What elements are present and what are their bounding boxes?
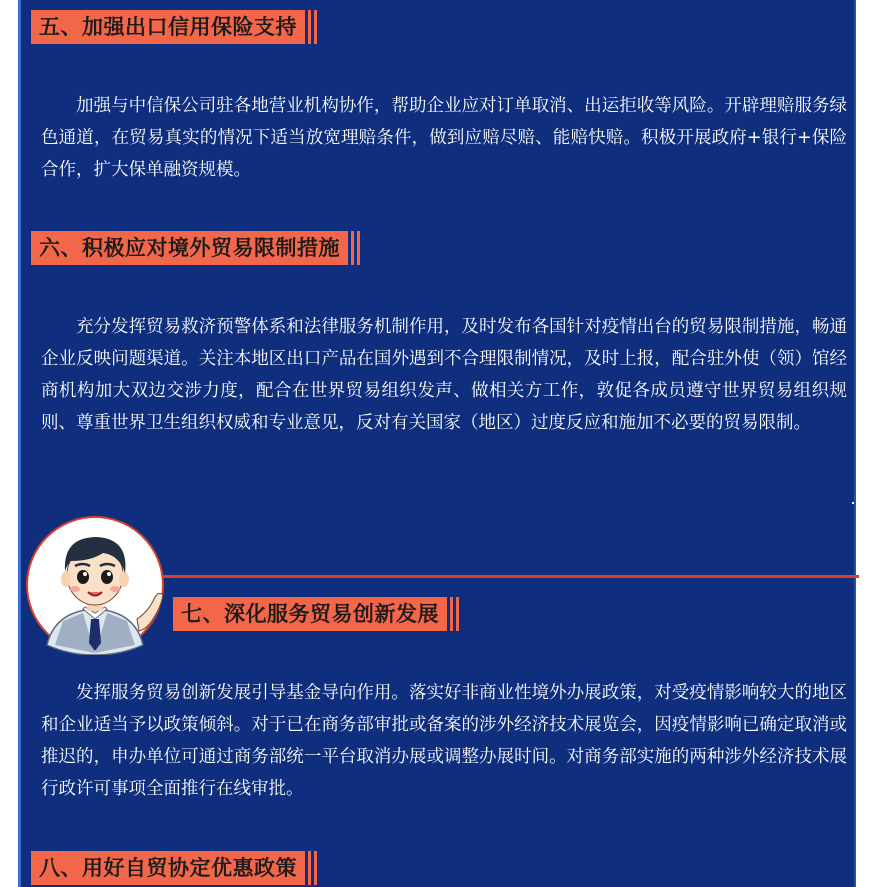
section-6-paragraph: 充分发挥贸易救济预警体系和法律服务机制作用，及时发布各国针对疫情出台的贸易限制措施，畅通企业反映问题渠道。关注本地区出口产品在国外遇到不合理限制情况，及时上报，配合驻外使（领）馆经商机构加大双边交涉力度，配合在世界贸易组织发声、做相关方工作，敦促各成员遵守世界贸易组织规则、尊重世界卫生组织权威和专业意见，反对有关国家（地区）过度反应和施加不必要的贸易限制。 (41, 317, 847, 433)
section-heading-5 (31, 10, 317, 44)
heading-accent-bar (351, 231, 354, 265)
section-heading-6 (31, 231, 360, 265)
content-panel (18, 0, 856, 887)
heading-accent-bar (450, 597, 453, 631)
heading-accent-bar (456, 597, 459, 631)
section-heading-8-label: 八、用好自贸协定优惠政策 (31, 851, 305, 885)
heading-accent-bar (308, 10, 311, 44)
heading-accent-bar (314, 851, 317, 885)
stray-dot (852, 502, 854, 504)
heading-accent-bar (357, 231, 360, 265)
section-divider-line (141, 575, 859, 578)
section-heading-7 (173, 597, 459, 631)
section-7-paragraph: 发挥服务贸易创新发展引导基金导向作用。落实好非商业性境外办展政策，对受疫情影响较大的地区和企业适当予以政策倾斜。对于已在商务部审批或备案的涉外经济技术展览会，因疫情影响已确定取消或推迟的，申办单位可通过商务部统一平台取消办展或调整办展时间。对商务部实施的两种涉外经济技术展行政许可事项全面推行在线审批。 (41, 683, 847, 799)
heading-accent-bar (308, 851, 311, 885)
section-5-paragraph: 加强与中信保公司驻各地营业机构协作，帮助企业应对订单取消、出运拒收等风险。开辟理赔服务绿色通道，在贸易真实的情况下适当放宽理赔条件，做到应赔尽赔、能赔快赔。积极开展政府+银行+保险合作，扩大保单融资规模。 (41, 96, 847, 180)
heading-accent-bar (314, 10, 317, 44)
section-heading-5-label: 五、加强出口信用保险支持 (31, 10, 305, 44)
section-heading-6-label: 六、积极应对境外贸易限制措施 (31, 231, 348, 265)
section-heading-7-label: 七、深化服务贸易创新发展 (173, 597, 447, 631)
cartoon-officer-avatar-icon (25, 515, 165, 655)
section-heading-8 (31, 851, 317, 885)
